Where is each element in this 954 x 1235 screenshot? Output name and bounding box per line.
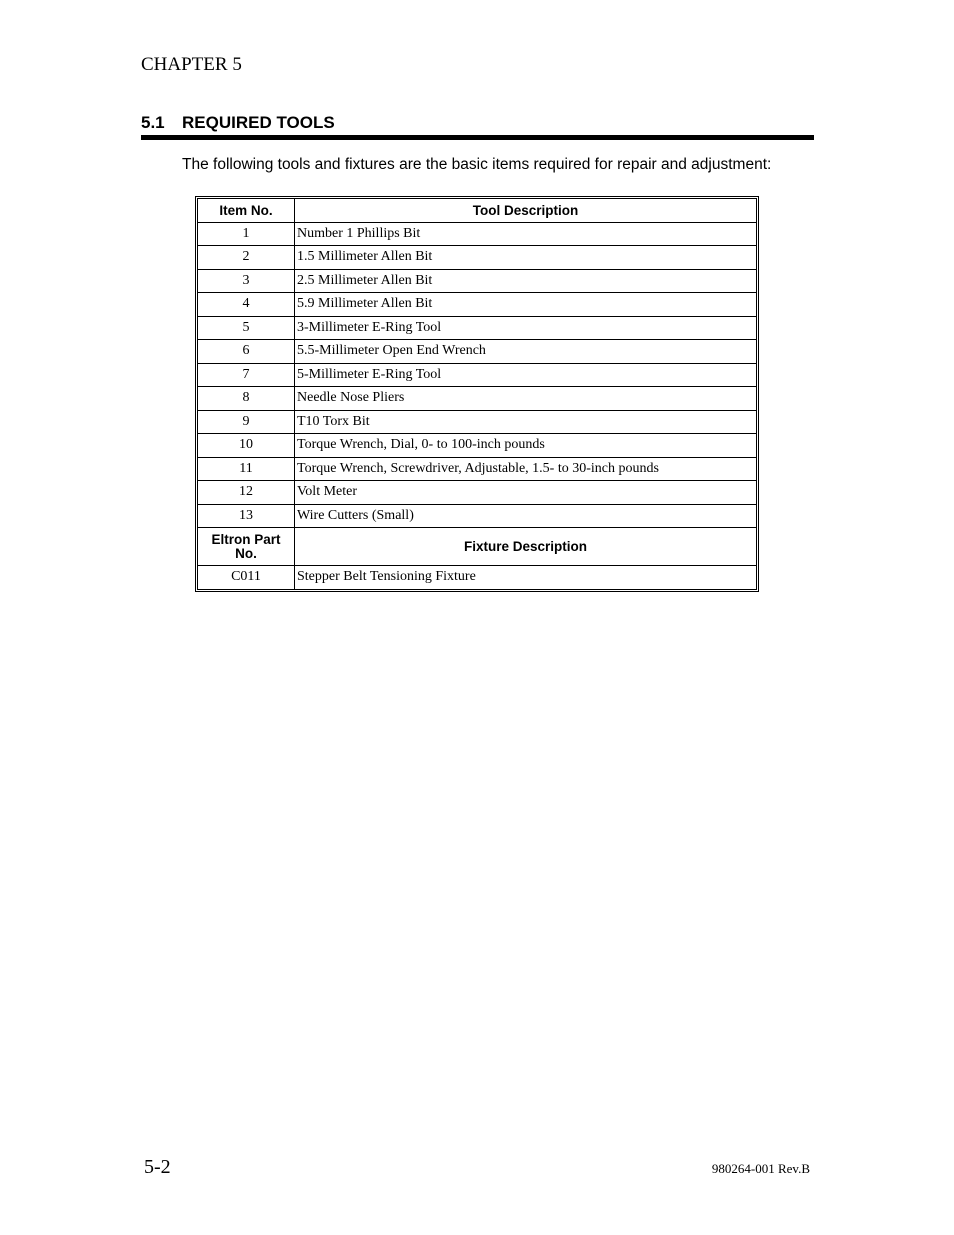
table-row xyxy=(198,270,756,294)
row-number-cell: 8 xyxy=(198,387,295,411)
row-description-cell: 5-Millimeter E-Ring Tool xyxy=(295,364,756,388)
table-row xyxy=(198,481,756,505)
eltron-part-no-header: Eltron Part No. xyxy=(198,528,295,566)
row-number-cell: 13 xyxy=(198,505,295,529)
table-row xyxy=(198,387,756,411)
table-row xyxy=(198,566,756,589)
row-number-cell: 2 xyxy=(198,246,295,270)
fixtures-section xyxy=(198,528,756,566)
table-row xyxy=(198,458,756,482)
row-description-cell: T10 Torx Bit xyxy=(295,411,756,435)
row-number-cell: 6 xyxy=(198,340,295,364)
row-description-cell: Number 1 Phillips Bit xyxy=(295,223,756,247)
fixtures-header-row xyxy=(198,528,756,566)
table-row xyxy=(198,364,756,388)
row-description-cell: Volt Meter xyxy=(295,481,756,505)
row-description-cell: Wire Cutters (Small) xyxy=(295,505,756,529)
intro-paragraph: The following tools and fixtures are the basic items required for repair and adjustment: xyxy=(182,156,772,173)
chapter-header: CHAPTER 5 xyxy=(141,54,242,75)
row-description-cell: 2.5 Millimeter Allen Bit xyxy=(295,270,756,294)
table-row xyxy=(198,340,756,364)
row-description-cell: Stepper Belt Tensioning Fixture xyxy=(297,569,476,585)
document-number: 980264-001 Rev.B xyxy=(711,1161,810,1176)
table-row xyxy=(198,434,756,458)
table-row xyxy=(198,293,756,317)
row-number-cell: 4 xyxy=(198,293,295,317)
page-number: 5-2 xyxy=(144,1156,171,1178)
tools-header-row xyxy=(198,199,756,223)
item-no-header: Item No. xyxy=(198,199,295,223)
tool-description-header: Tool Description xyxy=(295,199,756,223)
row-description-cell: Needle Nose Pliers xyxy=(295,387,756,411)
row-number-cell: 3 xyxy=(198,270,295,294)
row-number-cell: 1 xyxy=(198,223,295,247)
row-description-cell: 5.9 Millimeter Allen Bit xyxy=(295,293,756,317)
row-number-cell: 7 xyxy=(198,364,295,388)
table-row xyxy=(198,505,756,529)
row-number-cell: 10 xyxy=(198,434,295,458)
row-description-cell: Torque Wrench, Screwdriver, Adjustable, 1.5- to 30-inch pounds xyxy=(295,458,756,482)
row-description-cell: Torque Wrench, Dial, 0- to 100-inch pounds xyxy=(295,434,756,458)
row-description-cell: 3-Millimeter E-Ring Tool xyxy=(295,317,756,341)
row-description-cell: 1.5 Millimeter Allen Bit xyxy=(295,246,756,270)
table-row xyxy=(198,246,756,270)
fixture-rows xyxy=(198,566,756,589)
section-heading xyxy=(141,113,814,140)
tools-table xyxy=(195,196,759,592)
tools-section xyxy=(198,199,756,223)
table-row xyxy=(198,223,756,247)
row-number-cell: 11 xyxy=(198,458,295,482)
row-number-cell: C011 xyxy=(198,566,295,589)
fixture-description-header: Fixture Description xyxy=(295,528,756,566)
table-row xyxy=(198,411,756,435)
row-number-cell: 5 xyxy=(198,317,295,341)
row-number-cell: 9 xyxy=(198,411,295,435)
table-row xyxy=(198,317,756,341)
tool-rows xyxy=(198,223,756,529)
section-number: 5.1 xyxy=(141,113,165,132)
row-number-cell: 12 xyxy=(198,481,295,505)
row-description-cell: 5.5-Millimeter Open End Wrench xyxy=(295,340,756,364)
section-title: REQUIRED TOOLS xyxy=(182,113,335,132)
